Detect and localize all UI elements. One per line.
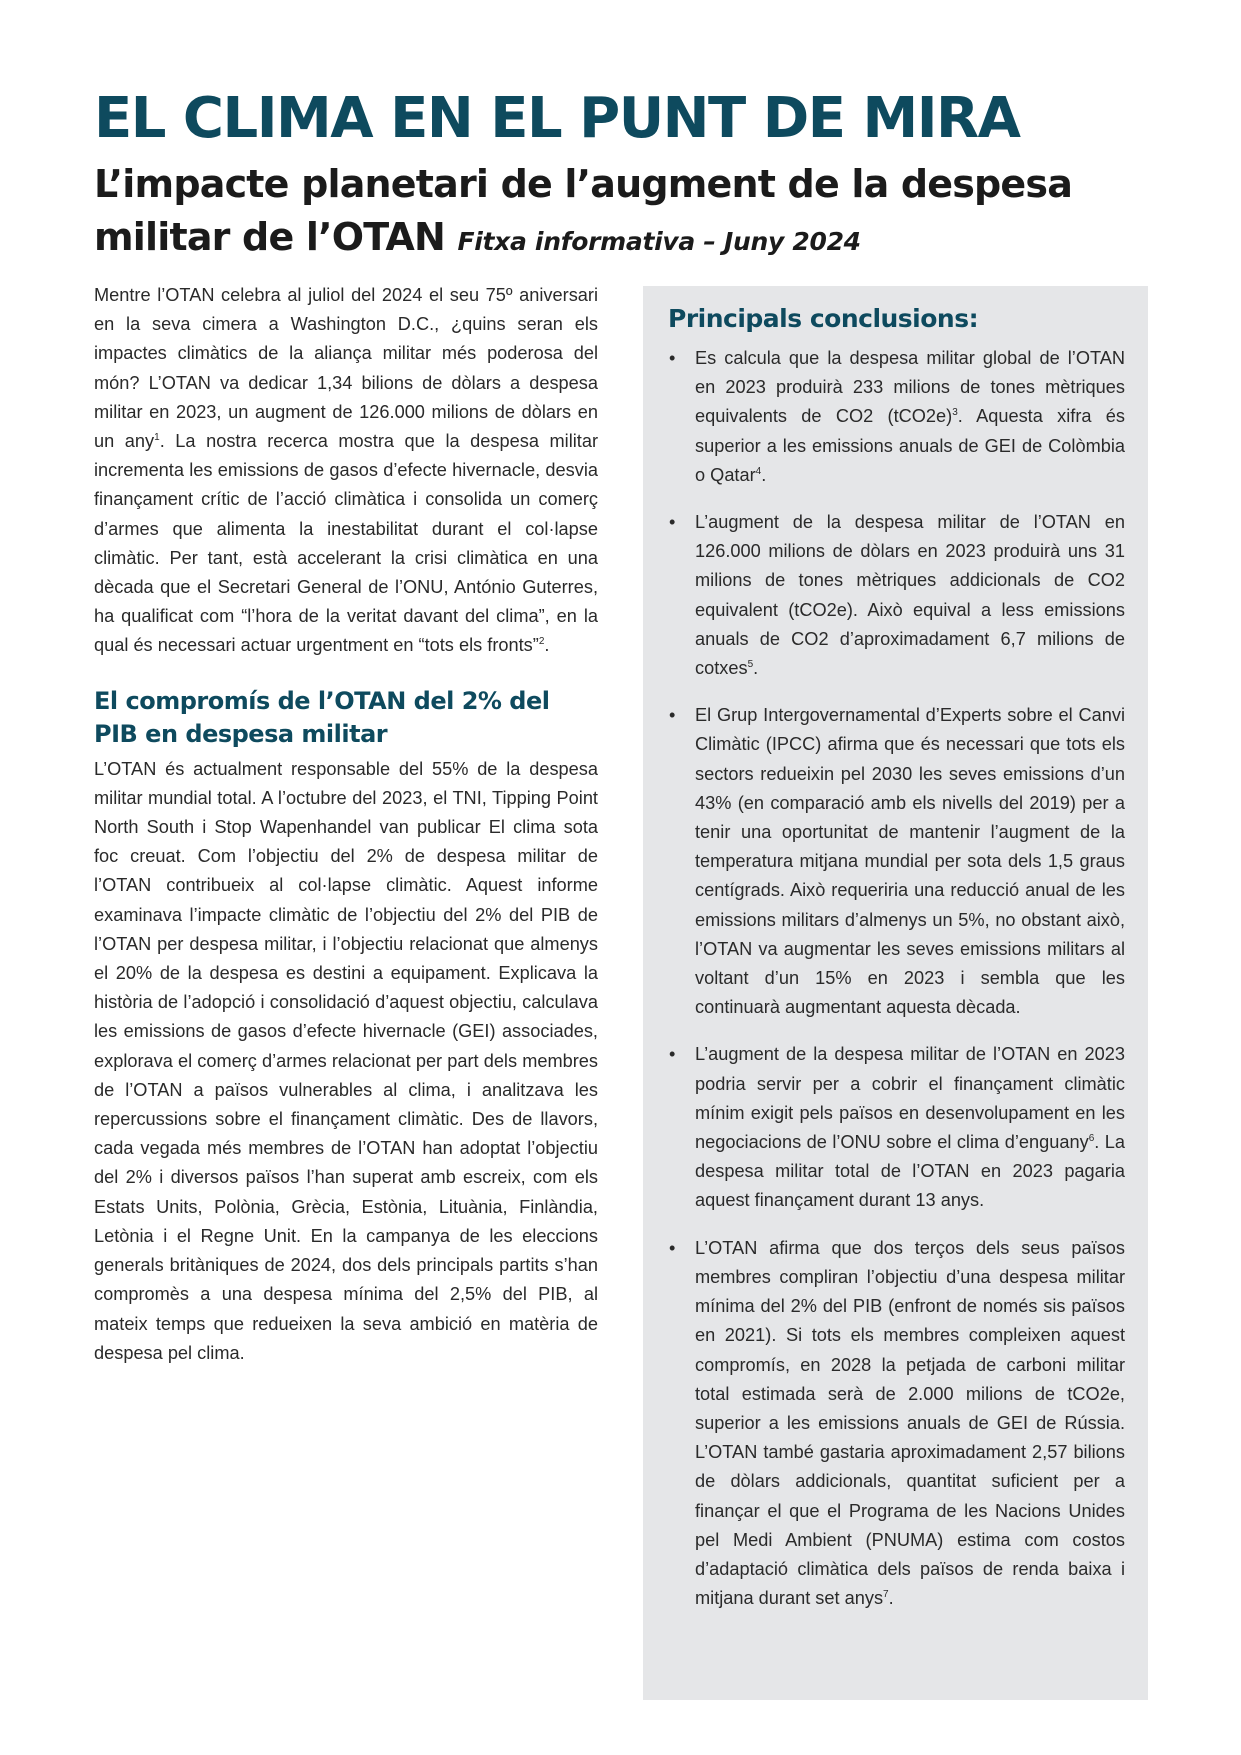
intro-paragraph (94, 281, 598, 661)
item-text: . Aquesta xifra és superior a les emissions anuals de GEI de Colòmbia o Qatar (695, 406, 1125, 485)
conclusions-list (665, 344, 1125, 1631)
conclusions-panel (643, 286, 1148, 1700)
left-column (94, 281, 598, 1368)
conclusions-heading: Principals conclusions: (668, 304, 979, 333)
intro-text-b: . La nostra recerca mostra que la despesa militar incrementa les emissions de gasos d’efecte hivernacle, desvia finançament crític de l’acció climàtica i consolida un comerç d’armes que alimenta la inestabilitat durant el col·lapse climàtic. Per tant, està accelerant la crisi climàtica en una dècada que el Secretari General de l’ONU, António Guterres, ha qualificat com “l’hora de la veritat davant del clima”, en la qual és necessari actuar urgentment en “tots els fronts” (94, 431, 599, 656)
document-title: EL CLIMA EN EL PUNT DE MIRA (94, 86, 1020, 151)
bullet-icon: • (669, 512, 676, 533)
bullet-icon: • (669, 348, 676, 368)
item-text: . (888, 1588, 894, 1609)
list-item (665, 1234, 1125, 1614)
item-text: L’augment de la despesa militar de l’OTAN en 126.000 milions de dòlars en 2023 produirà uns 31 milions de tones mètriques addicionals de CO2 equivalent (tCO2e). Això equival a less emissions anuals de CO2 d’aproximadament 6,7 milions de cotxes (695, 512, 1125, 679)
bullet-icon: • (669, 705, 676, 726)
footnote-ref-7: 7 (883, 1589, 889, 1601)
document-tag: Fitxa informativa – Juny 2024 (457, 227, 861, 256)
footnote-ref-3: 3 (952, 407, 958, 419)
bullet-icon: • (669, 1044, 676, 1065)
item-text: El Grup Intergovernamental d’Experts sobre el Canvi Climàtic (IPCC) afirma que és necessari que tots els sectors redueixin pel 2030 les seves emissions d’un 43% (en comparació amb els nivells del 2019) per a tenir una oportunitat de mantenir l’augment de la temperatura mitjana mundial per sota dels 1,5 graus centígrads. Això requeriria una reducció anual de les emissions militars d’almenys un 5%, no obstant això, l’OTAN va augmentar les seves emissions militars al voltant d’un 15% en 2023 i sembla que les continuarà augmentant aquesta dècada. (695, 705, 1125, 1018)
subtitle-text: L’impacte planetari de l’augment de la despesa militar de l’OTAN (94, 162, 1073, 259)
section-heading: El compromís de l’OTAN del 2% del PIB en despesa militar (94, 686, 550, 748)
bullet-icon: • (669, 1237, 676, 1258)
intro-text-a: Mentre l’OTAN celebra al juliol del 2024 el seu 75º aniversari en la seva cimera a Washington D.C., ¿quins seran els impactes climàtics de la aliança militar més poderosa del món? L’OTAN va dedicar 1,34 bilions de dòlars a despesa militar en 2023, un augment de 126.000 milions de dòlars en un any (94, 285, 598, 452)
document-subtitle (94, 158, 1154, 268)
footnote-ref-5: 5 (747, 658, 754, 670)
item-text: L’OTAN afirma que dos terços dels seus països membres compliran l’objectiu d’una despesa militar mínima del 2% del PIB (enfront de només sis països en 2021). Si tots els membres compleixen aquest compromís, en 2028 la petjada de carboni militar total estimada serà de 2.000 milions de tCO2e, superior a les emissions anuals de GEI de Rússia. L’OTAN també gastaria aproximadament 2,57 bilions de dòlars addicionals, quantitat suficient per a finançar el que el Programa de les Nacions Unides pel Medi Ambient (PNUMA) estima com costos d’adaptació climàtica dels països de renda baixa i mitjana durant set anys (695, 1237, 1125, 1609)
section-paragraph: L’OTAN és actualment responsable del 55% de la despesa militar mundial total. A l’octubre del 2023, el TNI, Tipping Point North South i Stop Wapenhandel van publicar El clima sota foc creuat. Com l’objectiu del 2% de despesa militar de l’OTAN contribueix al col·lapse climàtic. Aquest informe examinava l’impacte climàtic de l’objectiu del 2% del PIB de l’OTAN per despesa militar, i l’objectiu relacionat que almenys el 20% de la despesa es destini a equipament. Explicava la història de l’adopció i consolidació d’aquest objectiu, calculava les emissions de gasos d’efecte hivernacle (GEI) associades, explorava el comerç d’armes relacionat per part dels membres de l’OTAN a països vulnerables al clima, i analitzava les repercussions sobre el finançament climàtic. Des de llavors, cada vegada més membres de l’OTAN han adoptat l’objectiu del 2% i diversos països l’han superat amb escreix, com els Estats Units, Polònia, Grècia, Estònia, Lituània, Finlàndia, Letònia i el Regne Unit. En la campanya de les eleccions generals britàniques de 2024, dos dels principals partits s’han compromès a una despesa mínima del 2,5% del PIB, al mateix temps que redueixen la seva ambició en matèria de despesa pel clima. (94, 758, 598, 1363)
item-text: L’augment de la despesa militar de l’OTAN en 2023 podria servir per a cobrir el finançament climàtic mínim exigit pels països en desenvolupament en les negociacions de l’ONU sobre el clima d’enguany (695, 1044, 1125, 1153)
list-item (665, 1040, 1125, 1215)
item-text: . La despesa militar total de l’OTAN en 2023 pagaria aquest finançament durant 13 anys. (695, 1132, 1125, 1211)
item-text: . (761, 464, 767, 485)
footnote-ref-6: 6 (1088, 1133, 1095, 1145)
footnote-ref-1: 1 (154, 431, 160, 443)
list-item (665, 344, 1125, 490)
item-text: Es calcula que la despesa militar global de l’OTAN en 2023 produirà 233 milions de tones mètriques equivalents de CO2 (tCO2e) (695, 348, 1125, 427)
footnote-ref-2: 2 (538, 636, 545, 648)
footnote-ref-4: 4 (755, 465, 762, 477)
item-text: . (753, 658, 759, 679)
list-item (665, 701, 1125, 1022)
intro-text-c: . (544, 635, 550, 656)
list-item (665, 508, 1125, 683)
